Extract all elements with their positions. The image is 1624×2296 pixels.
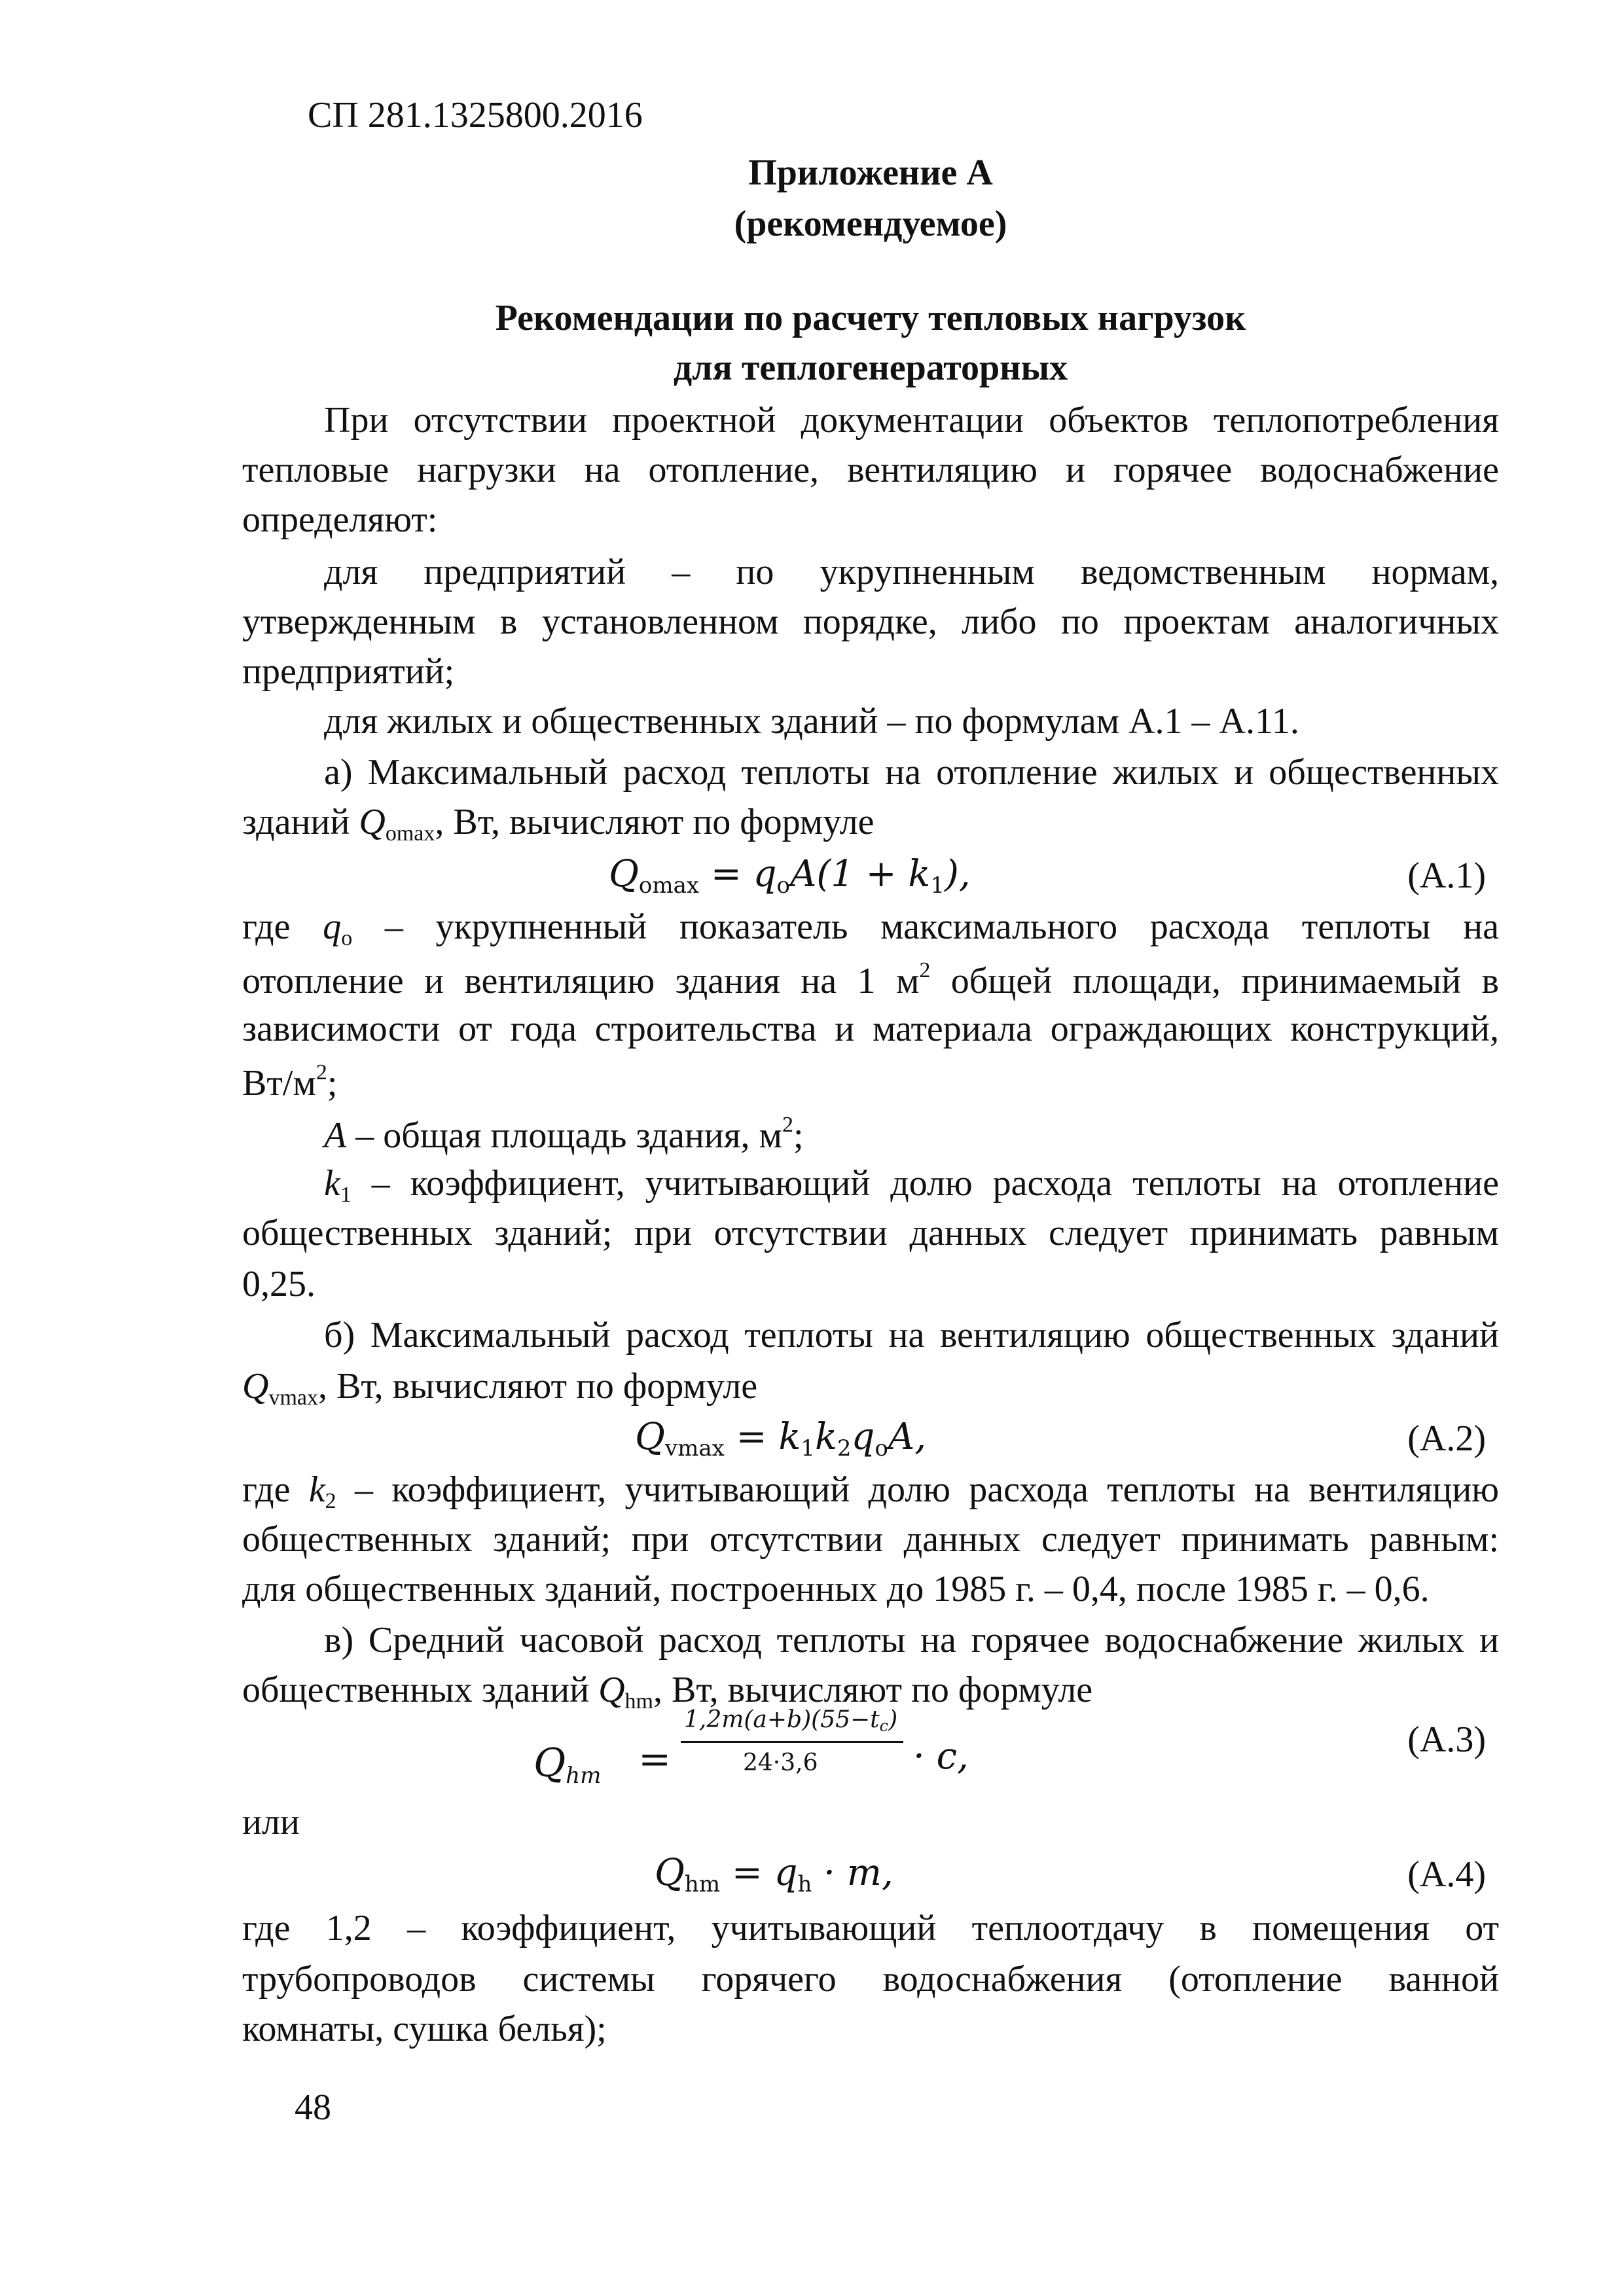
para-2-line-2: утвержденным в установленном порядке, либо по проектам аналогичных (242, 601, 1499, 642)
k1-definition-line-3: 0,25. (242, 1264, 316, 1304)
item-b-line-2: $Q_{vmax}$, Вт, вычисляют по формуле (242, 1366, 758, 1410)
item-b-line-1: б) Максимальный расход теплоты на вентиляцию общественных зданий (324, 1315, 1499, 1355)
appendix-status: (рекомендуемое) (734, 204, 1007, 244)
para-1-line-3: определяют: (242, 499, 438, 540)
coef-1-2-line-1: где 1,2 – коэффициент, учитывающий теплоотдачу в помещения от (242, 1908, 1499, 1948)
coef-1-2-line-2: трубопроводов системы горячего водоснабжения (отопление ванной (242, 1959, 1499, 2000)
q0-definition-line-1: где $q_o$ – укрупненный показатель максимального расхода теплоты на (242, 906, 1500, 950)
section-title-line1: Рекомендации по расчету тепловых нагрузок (495, 298, 1246, 338)
k1-definition-line-1: $k_1$ – коэффициент, учитывающий долю расхода теплоты на отопление (324, 1163, 1499, 1207)
equation-a2: $Q_{vmax} = k_1k_2q_oA$, (635, 1416, 927, 1462)
equation-a1-number: (А.1) (1407, 855, 1486, 896)
equation-a4: $Q_{hm} = q_h \cdot m$, (655, 1852, 893, 1897)
appendix-title: Приложение А (748, 152, 993, 193)
para-3: для жилых и общественных зданий – по формулам А.1 – А.11. (324, 701, 1299, 742)
section-title-line2: для теплогенераторных (673, 348, 1068, 388)
equation-a3-fraction-bar (681, 1741, 903, 1743)
equation-a3-number: (А.3) (1407, 1719, 1486, 1760)
q0-definition-line-3: зависимости от года строительства и материала ограждающих конструкций, (242, 1009, 1499, 1049)
equation-a3-numerator: 1,2m(a+b)(55−tc) (684, 1706, 898, 1735)
equation-a3-equals: = (638, 1736, 672, 1782)
or-connector: или (242, 1802, 300, 1842)
equation-a3-denominator: 24·3,6 (743, 1749, 818, 1776)
item-a-line-1: а) Максимальный расход теплоты на отопление жилых и общественных (324, 752, 1499, 793)
page-number: 48 (295, 2087, 331, 2128)
k2-definition-line-3: для общественных зданий, построенных до 1985 г. – 0,4, после 1985 г. – 0,6. (242, 1569, 1430, 1609)
q0-definition-line-2: отопление и вентиляцию здания на 1 $м^2$ общей площади, принимаемый в (242, 958, 1499, 1001)
coef-1-2-line-3: комнаты, сушка белья); (242, 2009, 607, 2049)
para-1-line-1: При отсутствии проектной документации объектов теплопотребления (324, 400, 1499, 440)
A-definition: A – общая площадь здания, $м^2$; (324, 1113, 804, 1156)
k2-definition-line-1: где $k_2$ – коэффициент, учитывающий долю расхода теплоты на вентиляцию (242, 1469, 1499, 1513)
k2-definition-line-2: общественных зданий; при отсутствии данных следует принимать равным: (242, 1519, 1499, 1560)
para-1-line-2: тепловые нагрузки на отопление, вентиляцию и горячее водоснабжение (242, 450, 1499, 490)
equation-a3-lhs: $Q_{hm}$ (533, 1740, 602, 1789)
para-2-line-3: предприятий; (242, 651, 455, 692)
item-c-line-2: общественных зданий $Q_{hm}$, Вт, вычисляют по формуле (242, 1670, 1093, 1713)
item-a-line-2: зданий $Q_{omax}$, Вт, вычисляют по формуле (242, 802, 875, 846)
equation-a1: $Q_{omax} = q_oA(1 + k_1)$, (609, 853, 971, 899)
equation-a3-rhs: · c, (913, 1735, 969, 1778)
k1-definition-line-2: общественных зданий; при отсутствии данных следует принимать равным (242, 1213, 1499, 1253)
equation-a2-number: (А.2) (1407, 1418, 1486, 1459)
equation-a4-number: (А.4) (1407, 1854, 1486, 1895)
para-2-line-1: для предприятий – по укрупненным ведомственным нормам, (324, 552, 1499, 592)
document-code: СП 281.1325800.2016 (308, 95, 643, 135)
item-c-line-1: в) Средний часовой расход теплоты на горячее водоснабжение жилых и (324, 1620, 1499, 1660)
q0-definition-line-4: $Вт/м^2$; (242, 1060, 338, 1103)
